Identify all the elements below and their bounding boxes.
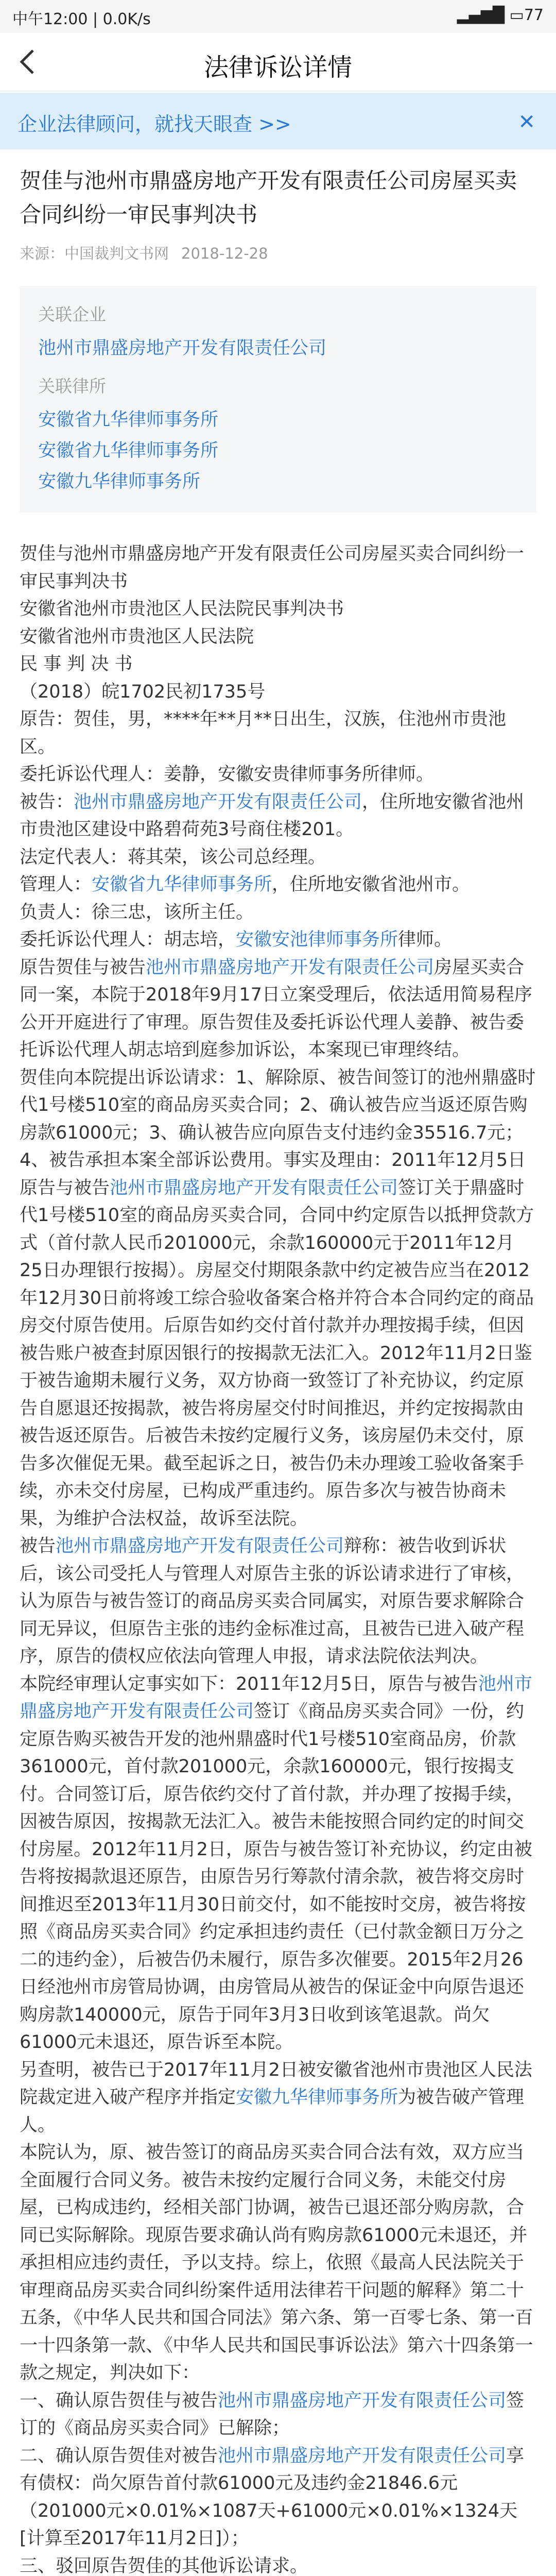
body-paragraph: 委托诉讼代理人：姜静，安徽安贵律师事务所律师。 — [20, 764, 435, 785]
text: 贺佳向本院提出诉讼请求：1、解除原、被告间签订的池州鼎盛时代1号楼510室的商品房买卖合同；2、确认被告应当返还原告购房款61000元；3、确认被告应向原告支付违约金35516.7元；4、被告承担本案全部诉讼费用。事实及理由：2011年12月5日原告与被告 — [20, 1067, 536, 1198]
text: ，住所地安徽省池州市贵池区建设中路碧荷苑3号商住楼201。 — [20, 791, 525, 840]
company-link[interactable]: 池州市鼎盛房地产开发有限责任公司 — [110, 1177, 398, 1198]
company-link[interactable]: 池州市鼎盛房地产开发有限责任公司 — [218, 2390, 507, 2411]
status-net-speed: 0.0K/s — [102, 10, 151, 28]
body-paragraph — [20, 2057, 536, 2140]
text: 委托诉讼代理人：胡志培， — [20, 929, 236, 950]
article-meta — [20, 242, 536, 263]
text: 原告贺佳与被告 — [20, 957, 146, 978]
text: 管理人： — [20, 874, 92, 895]
law-firm-link[interactable]: 安徽安池律师事务所 — [236, 929, 398, 950]
company-link[interactable]: 池州市鼎盛房地产开发有限责任公司 — [218, 2445, 507, 2466]
signal-icon: ▂▄▆█ — [457, 6, 505, 24]
body-paragraph: 民 事 判 决 书 — [20, 654, 133, 674]
body-paragraph — [20, 2387, 536, 2443]
body-paragraph: 贺佳与池州市鼎盛房地产开发有限责任公司房屋买卖合同纠纷一审民事判决书 — [20, 544, 525, 592]
article-title: 贺佳与池州市鼎盛房地产开发有限责任公司房屋买卖合同纠纷一审民事判决书 — [20, 168, 517, 227]
related-entities-box — [20, 286, 536, 513]
body-paragraph — [20, 954, 536, 1064]
article — [20, 164, 536, 2576]
source-label: 来源： — [20, 245, 65, 262]
battery-level: 77 — [524, 6, 544, 24]
close-icon[interactable]: ✕ — [518, 110, 535, 134]
law-firm-link[interactable]: 安徽省九华律师事务所 — [92, 874, 272, 895]
nav-bar — [0, 33, 556, 91]
body-paragraph — [20, 2443, 536, 2553]
body-paragraph: 安徽省池州市贵池区人民法院 — [20, 626, 254, 647]
body-paragraph: 法定代表人：蒋其荣，该公司总经理。 — [20, 846, 326, 868]
text: 为被告破产管理人。 — [20, 2087, 525, 2136]
body-paragraph — [20, 1533, 536, 1671]
judgment-body — [20, 540, 536, 2576]
related-company-link[interactable]: 池州市鼎盛房地产开发有限责任公司 — [38, 338, 327, 359]
source-name: 中国裁判文书网 — [64, 245, 169, 262]
status-right — [457, 6, 544, 24]
text: ，住所地安徽省池州市。 — [272, 874, 471, 895]
text: 被告： — [20, 791, 74, 812]
related-firm-heading: 关联律所 — [38, 376, 106, 396]
text: 房屋买卖合同一案，本院于2018年9月17日立案受理后，依法适用简易程序公开开庭进行了审理。原告贺佳及委托诉讼代理人姜静、被告委托诉讼代理人胡志培到庭参加诉讼，本案现已审理终结。 — [20, 957, 532, 1060]
text: 二、确认原告贺佳对被告 — [20, 2445, 218, 2466]
text: 签订的《商品房买卖合同》已解除； — [20, 2390, 525, 2438]
text: 享有债权：尚欠原告首付款61000元及违约金21846.6元（201000元×0.01%×1087天+61000元×0.01%×1324天[计算至2017年11月2日]）； — [20, 2445, 525, 2549]
related-company-heading: 关联企业 — [38, 304, 106, 325]
status-time: 中午12:00 — [12, 10, 88, 28]
text: 本院经审理认定事实如下：2011年12月5日，原告与被告 — [20, 1673, 478, 1694]
body-paragraph — [20, 871, 536, 899]
body-paragraph: 本院认为，原、被告签订的商品房买卖合同合法有效，双方应当全面履行合同义务。被告未按约定履行合同义务，未能交付房屋，已构成违约，经相关部门协调，被告已退还部分购房款，合同已实际解除。现原告要求确认尚有购房款61000元未退还，并承担相应违约责任，予以支持。综上，依照《最高人民法院关于审理商品房买卖合同纠纷案件适用法律若干问题的解释》第二十五条，《中华人民共和国合同法》第六条、第一百零七条、第一百一十四条第一款、《中华人民共和国民事诉讼法》第六十四条第一款之规定，判决如下： — [20, 2142, 533, 2383]
body-paragraph: （2018）皖1702民初1735号 — [20, 681, 266, 702]
promo-banner[interactable] — [0, 93, 556, 149]
body-paragraph: 原告：贺佳，男，****年**月**日出生，汉族，住池州市贵池区。 — [20, 709, 507, 757]
banner-text[interactable]: 企业法律顾问，就找天眼查 >> — [18, 113, 291, 135]
body-paragraph: 三、驳回原告贺佳的其他诉讼请求。 — [20, 2555, 308, 2576]
status-left: 中午12:00 | 0.0K/s — [12, 10, 151, 28]
text: 签订《商品房买卖合同》一份，约定原告购买被告开发的池州鼎盛时代1号楼510室商品房，价款361000元，首付款201000元，余款160000元，银行按揭支付。合同签订后，原告依约交付了首付款，并办理了按揭手续，因被告原因，按揭款无法汇入。被告未能按照合同约定的时间交付房屋。2012年11月2日，原告与被告签订补充协议，约定由被告将按揭款退还原告，由原告另行筹款付清余款，被告将交房时间推迟至2013年11月30日前交付，如不能按时交房，被告将按照《商品房买卖合同》约定承担违约责任（已付款金额日万分之二的违约金），后被告仍未履行，原告多次催要。2015年2月26日经池州市房管局协调，由房管局从被告的保证金中向原告退还购房款140000元，原告于同年3月3日收到该笔退款。尚欠61000元未退还，原告诉至本院。 — [20, 1701, 532, 2053]
related-firm-link[interactable]: 安徽九华律师事务所 — [38, 471, 201, 492]
body-paragraph — [20, 1671, 536, 2057]
publish-date: 2018-12-28 — [181, 245, 268, 262]
body-paragraph — [20, 1064, 536, 1533]
body-paragraph: 负责人：徐三忠，该所主任。 — [20, 902, 254, 923]
body-paragraph: 安徽省池州市贵池区人民法院民事判决书 — [20, 599, 344, 619]
body-paragraph — [20, 789, 536, 844]
status-bar — [0, 0, 556, 33]
company-link[interactable]: 池州市鼎盛房地产开发有限责任公司 — [20, 1673, 532, 1722]
text: 一、确认原告贺佳与被告 — [20, 2390, 218, 2411]
text: 律师。 — [398, 929, 453, 950]
company-link[interactable]: 池州市鼎盛房地产开发有限责任公司 — [56, 1536, 344, 1556]
battery-icon: ▭ — [509, 6, 524, 24]
body-paragraph — [20, 926, 536, 954]
company-link[interactable]: 池州市鼎盛房地产开发有限责任公司 — [74, 791, 362, 812]
text: 另查明，被告已于2017年11月2日被安徽省池州市贵池区人民法院裁定进入破产程序并指定 — [20, 2059, 532, 2108]
related-firm-link[interactable]: 安徽省九华律师事务所 — [38, 440, 219, 461]
page-title: 法律诉讼详情 — [203, 53, 352, 82]
text: 辩称：被告收到诉状后，该公司受托人与管理人对原告主张的诉讼请求进行了审核，认为原告与被告签订的商品房买卖合同属实，对原告要求解除合同无异议，但原告主张的违约金标准过高，且被告已进入破产程序，原告的债权应依法向管理人申报，请求法院依法判决。 — [20, 1536, 525, 1667]
text: 签订关于鼎盛时代1号楼510室的商品房买卖合同，合同中约定原告以抵押贷款方式（首付款人民币201000元，余款160000元于2011年12月25日办理银行按揭）。房屋交付期限条款中约定被告应当在2012年12月30日前将竣工综合验收备案合格并符合本合同约定的商品房交付原告使用。后原告如约交付首付款并办理按揭手续，但因被告账户被查封原因银行的按揭款无法汇入。2012年11月2日鉴于被告逾期未履行义务，双方协商一致签订了补充协议，约定原告自愿退还按揭款，被告将房屋交付时间推迟，并约定按揭款由被告返还原告。后被告未按约定履行义务，该房屋仍未交付，原告多次催促无果。截至起诉之日，被告仍未办理竣工验收备案手续，亦未交付房屋，已构成严重违约。原告多次与被告协商未果，为维护合法权益，故诉至法院。 — [20, 1177, 534, 1529]
company-link[interactable]: 池州市鼎盛房地产开发有限责任公司 — [146, 957, 435, 978]
text: 被告 — [20, 1536, 56, 1556]
law-firm-link[interactable]: 安徽九华律师事务所 — [236, 2087, 398, 2108]
related-firm-link[interactable]: 安徽省九华律师事务所 — [38, 410, 219, 430]
